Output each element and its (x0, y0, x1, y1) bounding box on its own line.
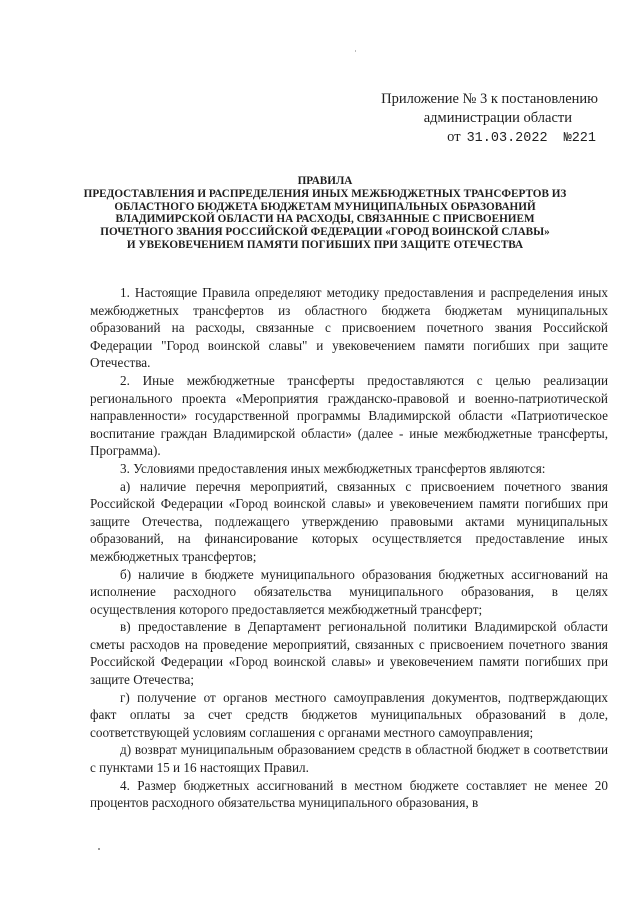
paragraph-2: 2. Иные межбюджетные трансферты предоставляются с целью реализации регионального проекта «Мероприятия гражданско-правовой и военно-патриотической направленности» государственной программы Владимирской области «Патриотическое воспитание граждан Владимирской области» (далее - иные межбюджетные трансферты, Программа). (90, 372, 608, 459)
paragraph-3c: в) предоставление в Департамент региональной политики Владимирской области сметы расходов на проведение мероприятий, связанных с присвоением почетного звания Российской Федерации «Город воинской славы» и увековечением памяти погибших при защите Отечества; (90, 619, 608, 688)
paragraph-3b: б) наличие в бюджете муниципального образования бюджетных ассигнований на исполнение расходного обязательства муниципального образования, в целях осуществления которого предоставляется межбюджетный трансферт; (90, 566, 608, 617)
title-line-5: И УВЕКОВЕЧЕНИЕМ ПАМЯТИ ПОГИБШИХ ПРИ ЗАЩИТЕ ОТЕЧЕСТВА (126, 238, 524, 251)
date-prefix: от (447, 129, 461, 145)
appendix-header (358, 90, 598, 148)
appendix-date-line (358, 128, 598, 148)
title-line-4: ПОЧЕТНОГО ЗВАНИЯ РОССИЙСКОЙ ФЕДЕРАЦИИ «ГОРОД ВОИНСКОЙ СЛАВЫ» (100, 226, 550, 239)
paragraph-3e: д) возврат муниципальным образованием средств в областной бюджет в соответствии с пунктами 15 и 16 настоящих Правил. (90, 742, 608, 776)
appendix-line-1: Приложение № 3 к постановлению (381, 91, 598, 107)
paragraph-3a: а) наличие перечня мероприятий, связанных с присвоением почетного звания Российской Федерации «Город воинской славы» и увековечением памяти погибших при защите Отечества, подлежащего утверждению правовыми актами муниципальных образований, на финансирование которых осуществляется предоставление иных межбюджетных трансфертов; (90, 478, 608, 564)
title-line-3: ВЛАДИМИРСКОЙ ОБЛАСТИ НА РАСХОДЫ, СВЯЗАННЫЕ С ПРИСВОЕНИЕМ (115, 213, 535, 226)
title-line-1: ПРЕДОСТАВЛЕНИЯ И РАСПРЕДЕЛЕНИЯ ИНЫХ МЕЖБЮДЖЕТНЫХ ТРАНСФЕРТОВ ИЗ (83, 187, 567, 200)
paragraph-3: 3. Условиями предоставления иных межбюджетных трансфертов являются: (120, 460, 546, 476)
appendix-line-2: администрации области (423, 110, 572, 126)
paragraph-3d: г) получение от органов местного самоуправления документов, подтверждающих факт оплаты за счет средств бюджетов муниципальных образований в доле, соответствующей условиям соглашения с органами местного самоуправления; (90, 689, 608, 740)
title-line-2: ОБЛАСТНОГО БЮДЖЕТА БЮДЖЕТАМ МУНИЦИПАЛЬНЫХ ОБРАЗОВАНИЙ (114, 200, 536, 213)
resolution-date: 31.03.2022 (466, 131, 548, 146)
resolution-number: №221 (563, 131, 596, 146)
title-main: ПРАВИЛА (297, 175, 353, 187)
scan-mark-dot (98, 848, 100, 850)
paragraph-4: 4. Размер бюджетных ассигнований в местном бюджете составляет не менее 20 процентов расходного обязательства муниципального образования, в (90, 777, 608, 811)
document-body (90, 284, 608, 812)
document-title (70, 175, 580, 252)
paragraph-1: 1. Настоящие Правила определяют методику предоставления и распределения иных межбюджетных трансфертов из областного бюджета бюджетам муниципальных образований на расходы, связанные с присвоением почетного звания Российской Федерации "Город воинской славы" и увековечением памяти погибших при защите Отечества. (90, 285, 608, 371)
scan-mark (355, 50, 356, 52)
